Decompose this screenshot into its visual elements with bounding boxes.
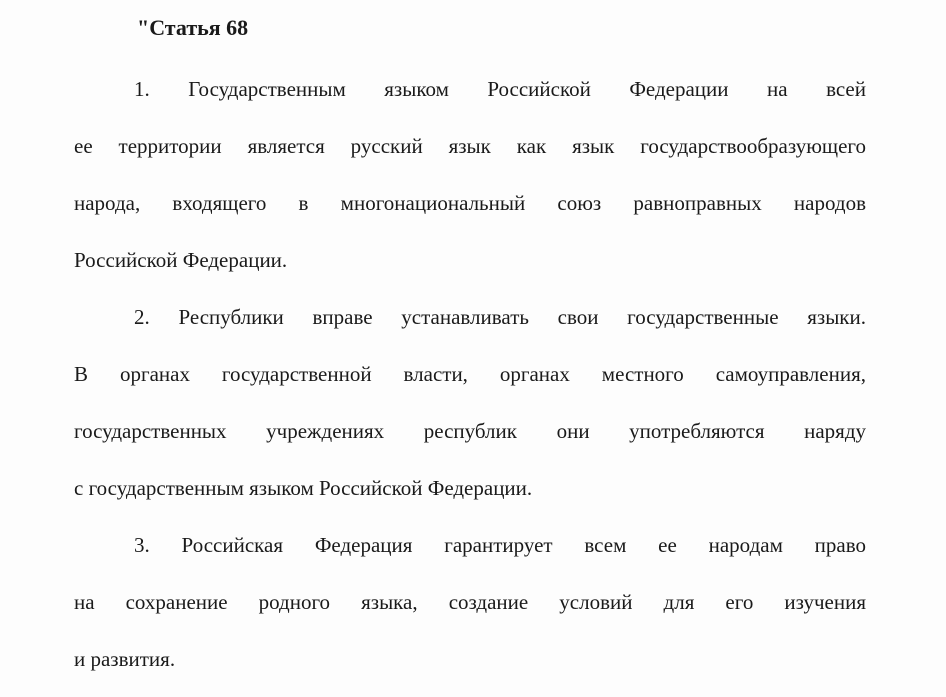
article-heading: "Статья 68: [137, 15, 249, 40]
paragraph-2-line-1: 2. Республики вправе устанавливать свои государственные языки.: [134, 305, 866, 329]
paragraph-1-line-2: ее территории является русский язык как язык государствообразующего: [74, 134, 866, 158]
paragraph-3-line-3: и развития.: [74, 647, 176, 671]
paragraph-1-line-3: народа, входящего в многонациональный союз равноправных народов: [74, 191, 866, 215]
paragraph-2-line-4: с государственным языком Российской Федерации.: [74, 476, 533, 500]
paragraph-1-line-4: Российской Федерации.: [74, 248, 288, 272]
paragraph-2-line-3: государственных учреждениях республик они употребляются наряду: [74, 419, 866, 443]
paragraph-3-line-2: на сохранение родного языка, создание условий для его изучения: [74, 590, 866, 614]
paragraph-1-line-1: 1. Государственным языком Российской Федерации на всей: [134, 77, 866, 101]
paragraph-2-line-2: В органах государственной власти, органах местного самоуправления,: [74, 362, 866, 386]
paragraph-3-line-1: 3. Российская Федерация гарантирует всем ее народам право: [134, 533, 866, 557]
